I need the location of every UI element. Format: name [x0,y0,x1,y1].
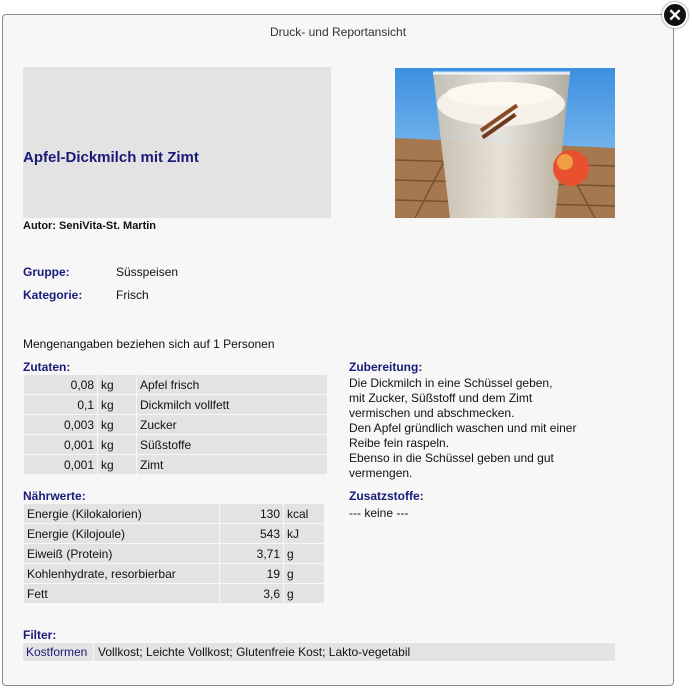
ingredients-heading: Zutaten: [23,360,71,374]
ingredient-unit: kg [98,435,136,454]
recipe-photo [395,68,615,218]
nutrient-unit: kJ [284,524,324,543]
nutrition-row [24,544,324,563]
ingredient-row [24,435,327,454]
ingredient-amount: 0,001 [24,435,97,454]
nutrition-row [24,584,324,603]
nutrient-name: Fett [24,584,219,603]
nutrient-value: 130 [220,504,283,523]
group-value: Süsspeisen [116,265,179,279]
ingredient-name: Zucker [137,415,327,434]
ingredient-name: Zimt [137,455,327,474]
nutrition-row [24,504,324,523]
group-label: Gruppe: [23,265,70,279]
nutrient-value: 3,71 [220,544,283,563]
nutrition-table [23,503,325,604]
nutrition-row [24,524,324,543]
nutrient-name: Energie (Kilojoule) [24,524,219,543]
recipe-author: Autor: SeniVita-St. Martin [23,220,157,232]
ingredient-unit: kg [98,395,136,414]
ingredient-unit: kg [98,455,136,474]
ingredient-name: Dickmilch vollfett [137,395,327,414]
nutrient-value: 3,6 [220,584,283,603]
filter-row [23,643,615,661]
ingredient-row [24,395,327,414]
preparation-heading: Zubereitung: [349,360,423,374]
preparation-text: Die Dickmilch in eine Schüssel geben, mit Zucker, Süßstoff und dem Zimt vermischen und abschmecken. Den Apfel gründlich waschen und mit einer Reibe fein raspeln. Ebenso in die Schüssel geben und gut vermengen. [349,376,577,480]
nutrient-value: 543 [220,524,283,543]
nutrient-value: 19 [220,564,283,583]
quantity-note: Mengenangaben beziehen sich auf 1 Personen [23,337,275,351]
ingredient-amount: 0,001 [24,455,97,474]
ingredient-name: Süßstoffe [137,435,327,454]
nutrient-name: Energie (Kilokalorien) [24,504,219,523]
additives-value: --- keine --- [349,506,409,520]
recipe-title-box [23,67,331,218]
report-dialog [2,14,674,686]
filter-key: Kostformen [23,643,94,661]
ingredient-row [24,455,327,474]
nutrition-row [24,564,324,583]
close-button[interactable]: ✕ [662,2,688,28]
filter-value: Vollkost; Leichte Vollkost; Glutenfreie Kost; Lakto-vegetabil [98,645,411,659]
ingredient-unit: kg [98,375,136,394]
nutrient-name: Eiweiß (Protein) [24,544,219,563]
ingredient-unit: kg [98,415,136,434]
ingredient-amount: 0,1 [24,395,97,414]
nutrient-unit: g [284,564,324,583]
nutrient-unit: g [284,544,324,563]
recipe-title: Apfel-Dickmilch mit Zimt [23,149,199,166]
ingredient-amount: 0,08 [24,375,97,394]
ingredient-amount: 0,003 [24,415,97,434]
filter-heading: Filter: [23,628,57,642]
ingredients-table [23,374,328,475]
category-label: Kategorie: [23,288,83,302]
category-value: Frisch [116,288,149,302]
ingredient-row [24,375,327,394]
additives-heading: Zusatzstoffe: [349,489,424,503]
nutrient-unit: kcal [284,504,324,523]
dialog-title: Druck- und Reportansicht [269,25,407,39]
nutrition-heading: Nährwerte: [23,489,86,503]
nutrient-unit: g [284,584,324,603]
ingredient-name: Apfel frisch [137,375,327,394]
ingredient-row [24,415,327,434]
nutrient-name: Kohlenhydrate, resorbierbar [24,564,219,583]
